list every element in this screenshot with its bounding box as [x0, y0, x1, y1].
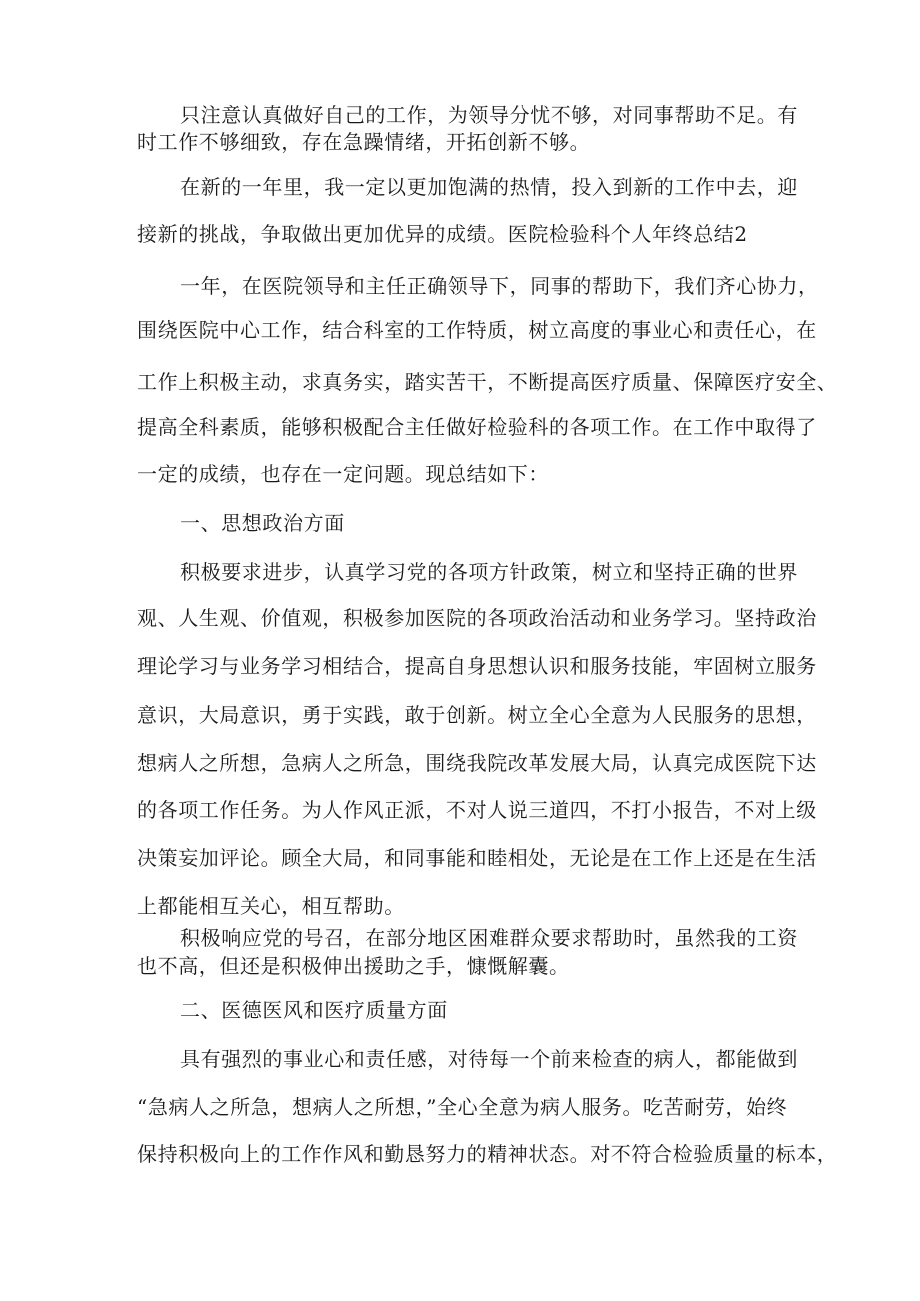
paragraph-line: 围绕医院中心工作，结合科室的工作特质，树立高度的事业心和责任心，在	[137, 318, 817, 342]
paragraph-line: 工作上积极主动，求真务实，踏实苦干，不断提高医疗质量、保障医疗安全、	[137, 370, 838, 394]
paragraph-line: 想病人之所想，急病人之所急，围绕我院改革发展大局，认真完成医院下达	[137, 751, 817, 775]
paragraph-line: 观、人生观、价值观，积极参加医院的各项政治活动和业务学习。坚持政治	[137, 606, 817, 630]
paragraph-line: 具有强烈的事业心和责任感，对待每一个前来检查的病人，都能做到	[180, 1047, 798, 1071]
paragraph-line: “急病人之所急，想病人之所想，”全心全意为病人服务。吃苦耐劳，始终	[137, 1095, 788, 1119]
paragraph-line: 也不高，但还是积极伸出援助之手，慷慨解囊。	[137, 954, 570, 978]
paragraph-line: 只注意认真做好自己的工作，为领导分忧不够，对同事帮助不足。有	[180, 103, 798, 127]
paragraph-line: 在新的一年里，我一定以更加饱满的热情，投入到新的工作中去，迎	[180, 175, 798, 199]
section-heading: 二、医德医风和医疗质量方面	[180, 998, 448, 1022]
paragraph-line: 时工作不够细致，存在急躁情绪，开拓创新不够。	[137, 130, 591, 154]
paragraph-line: 上都能相互关心，相互帮助。	[137, 894, 405, 918]
section-heading: 一、思想政治方面	[180, 511, 345, 535]
paragraph-line: 理论学习与业务学习相结合，提高自身思想认识和服务技能，牢固树立服务	[137, 654, 817, 678]
paragraph-line: 的各项工作任务。为人作风正派，不对人说三道四，不打小报告，不对上级	[137, 798, 817, 822]
paragraph-line: 一年，在医院领导和主任正确领导下，同事的帮助下，我们齐心协力，	[180, 274, 819, 298]
paragraph-line: 积极要求进步，认真学习党的各项方针政策，树立和坚持正确的世界	[180, 560, 798, 584]
paragraph-line: 提高全科素质，能够积极配合主任做好检验科的各项工作。在工作中取得了	[137, 415, 817, 439]
paragraph-line: 一定的成绩，也存在一定问题。现总结如下：	[137, 462, 549, 486]
paragraph-line: 接新的挑战，争取做出更加优异的成绩。医院检验科个人年终总结2	[137, 222, 748, 246]
paragraph-line: 积极响应党的号召，在部分地区困难群众要求帮助时，虽然我的工资	[180, 926, 798, 950]
paragraph-line: 保持积极向上的工作作风和勤恳努力的精神状态。对不符合检验质量的标本，	[137, 1142, 838, 1166]
paragraph-line: 意识，大局意识，勇于实践，敢于创新。树立全心全意为人民服务的思想，	[137, 703, 817, 727]
paragraph-line: 决策妄加评论。顾全大局，和同事能和睦相处，无论是在工作上还是在生活	[137, 846, 817, 870]
